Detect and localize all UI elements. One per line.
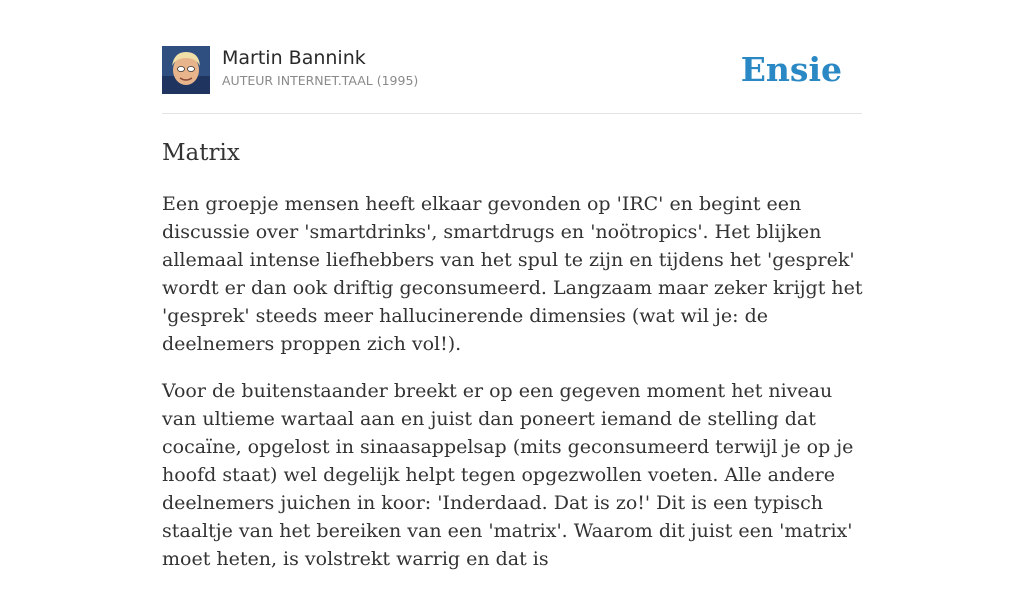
article-paragraph: Voor de buitenstaander breekt er op een gegeven moment het niveau van ultieme wartaal aan en juist dan poneert iemand de stelling dat cocaïne, opgelost in sinaasappelsap (mits geconsumeerd terwijl je op je hoofd staat) wel degelijk helpt tegen opgezwollen voeten. Alle andere deelnemers juichen in koor: 'Inderdaad. Dat is zo!' Dit is een typisch staaltje van het bereiken van een 'matrix'. Waarom dit juist een 'matrix' moet heten, is volstrekt warrig en dat is <box>162 380 854 570</box>
article-title: Matrix <box>162 140 240 166</box>
article-paragraph: Een groepje mensen heeft elkaar gevonden op 'IRC' en begint een discussie over 'smartdrinks', smartdrugs en 'noötropics'. Het blijken allemaal intense liefhebbers van het spul te zijn en tijdens het 'gesprek' wordt er dan ook driftig geconsumeerd. Langzaam maar zeker krijgt het 'gesprek' steeds meer hallucinerende dimensies (wat wil je: de deelnemers proppen zich vol!). <box>162 193 863 355</box>
header-divider <box>162 113 862 114</box>
author-role: AUTEUR INTERNET.TAAL (1995) <box>222 73 419 88</box>
brand-logo[interactable]: Ensie <box>740 50 842 89</box>
author-avatar-icon[interactable] <box>162 46 210 94</box>
author-name[interactable]: Martin Bannink <box>222 47 366 69</box>
header <box>162 46 862 96</box>
article-body <box>162 190 866 592</box>
